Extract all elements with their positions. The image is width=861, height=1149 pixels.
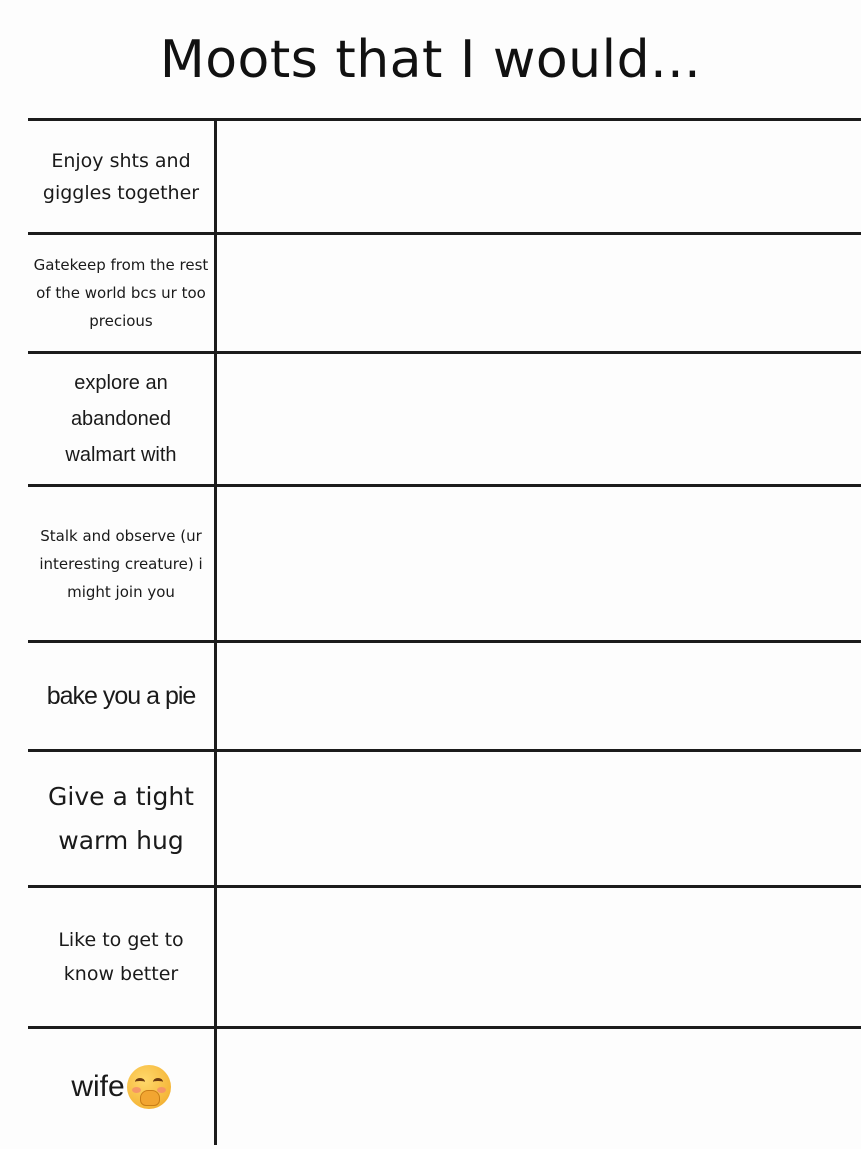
row-label-text: Give a tight warm hug — [48, 781, 194, 855]
answer-cell[interactable] — [218, 487, 858, 640]
answer-cell[interactable] — [218, 1029, 858, 1145]
row-label-text: Like to get to know better — [58, 929, 184, 985]
row-label-enjoy — [28, 121, 214, 232]
chart-title: Moots that I would... — [159, 30, 702, 90]
row-label-stalk — [28, 487, 214, 640]
wife-label-group — [71, 1065, 170, 1109]
row-label-text: wife — [71, 1070, 125, 1103]
row-label-explore — [28, 354, 214, 484]
row-label-gatekeep — [28, 235, 214, 351]
row-label-know — [28, 888, 214, 1026]
row-label-text: Gatekeep from the rest of the world bcs ur too precious — [33, 256, 209, 330]
answer-cell[interactable] — [218, 235, 858, 351]
answer-cell[interactable] — [218, 354, 858, 484]
row-label-text: explore an abandoned walmart with — [65, 372, 177, 466]
row-label-text: Enjoy shts and giggles together — [42, 149, 200, 204]
row-label-text: bake you a pie — [46, 682, 196, 710]
row-label-hug — [28, 752, 214, 885]
row-label-wife — [28, 1029, 214, 1145]
row-label-text: Stalk and observe (ur interesting creature) i might join you — [39, 526, 203, 601]
answer-cell[interactable] — [218, 752, 858, 885]
answer-cell[interactable] — [218, 121, 858, 232]
row-label-bake — [28, 643, 214, 749]
column-divider — [214, 120, 217, 1145]
answer-cell[interactable] — [218, 643, 858, 749]
hand-over-mouth-emoji-icon — [127, 1065, 171, 1109]
answer-cell[interactable] — [218, 888, 858, 1026]
